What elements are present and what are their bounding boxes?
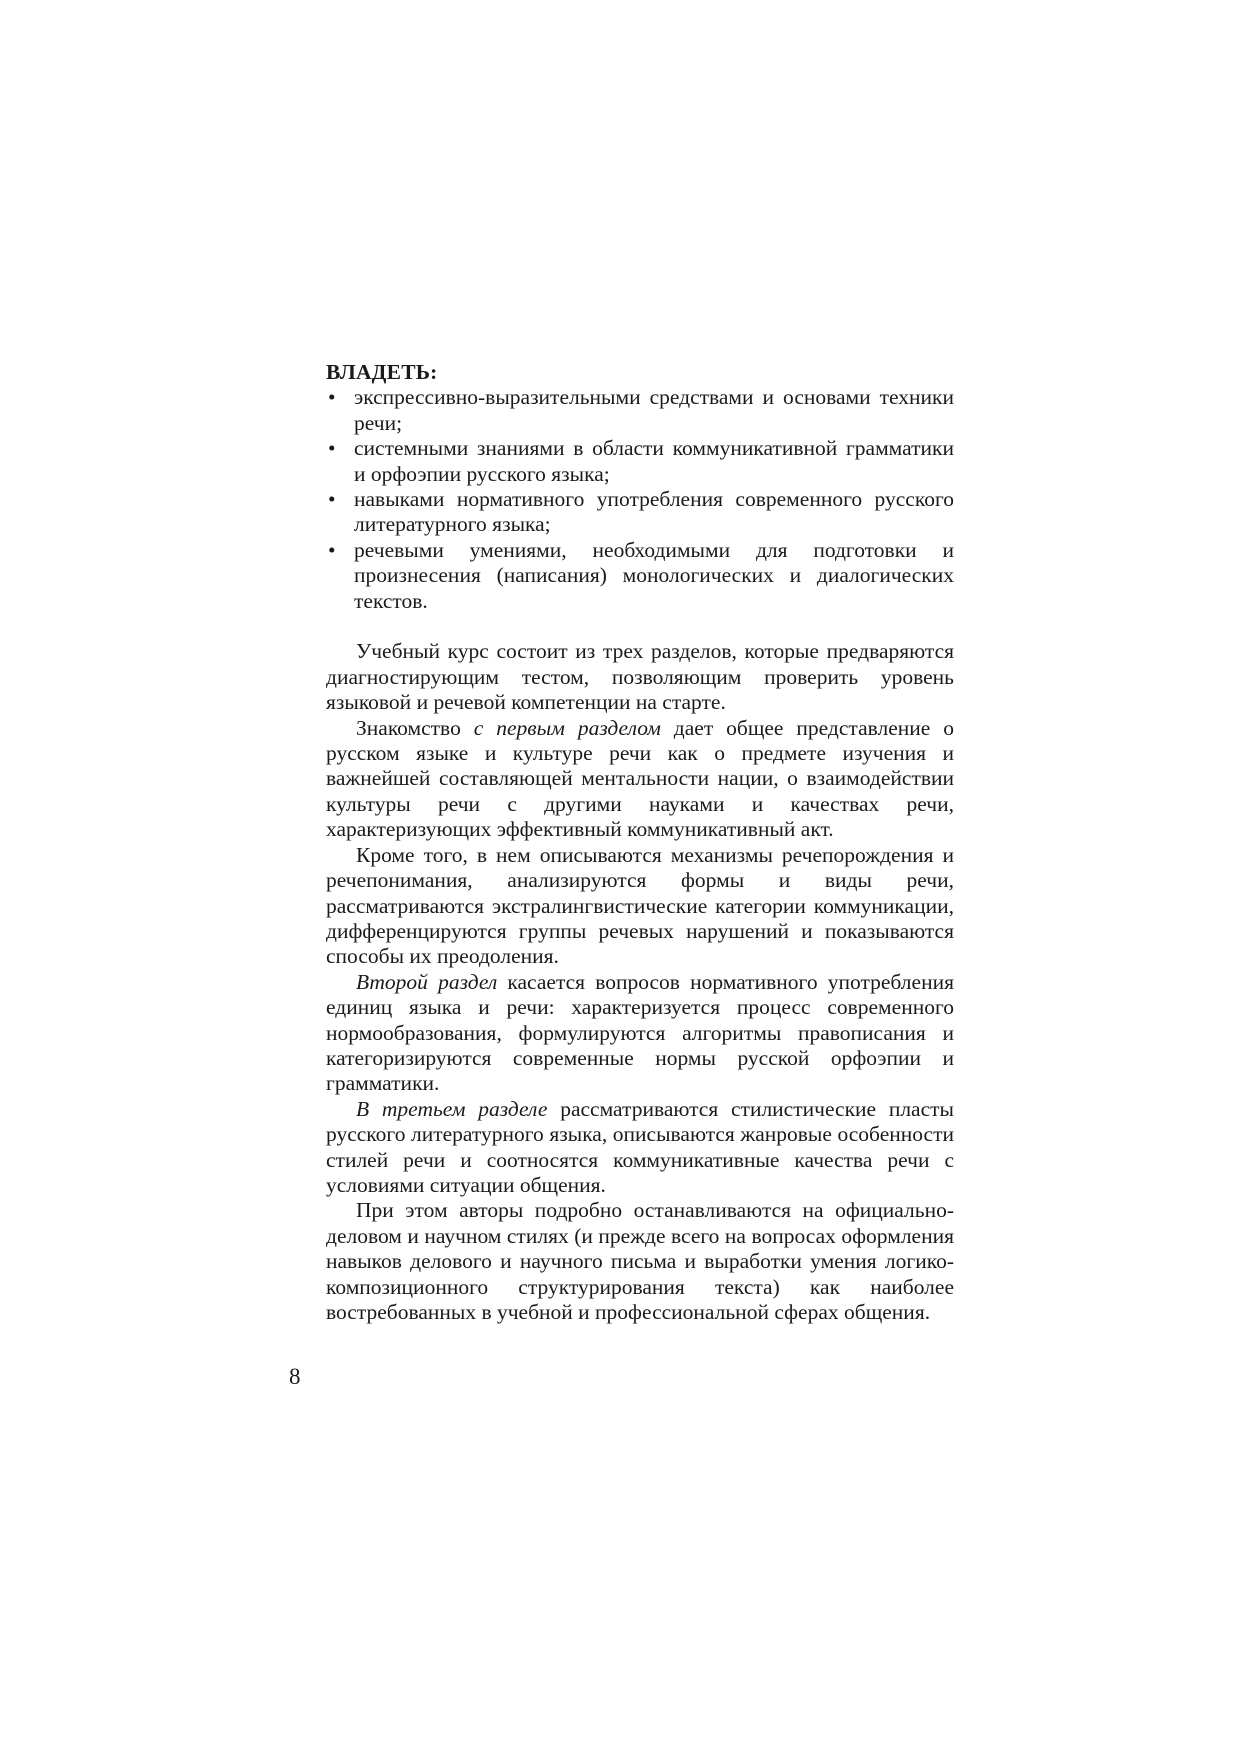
- list-item: [326, 538, 954, 614]
- paragraph-second-section: [326, 970, 954, 1097]
- list-item-text: речевыми умениями, необходимыми для подготовки и произнесения (написания) монологических и диалогических текстов.: [354, 537, 954, 613]
- page-text-block: [326, 360, 954, 1325]
- list-item-text: экспрессивно-выразительными средствами и основами техники речи;: [354, 385, 954, 435]
- paragraph-styles: [326, 1198, 954, 1325]
- list-item-text: системными знаниями в области коммуникативной грамматики и орфоэпии русского языка;: [354, 436, 954, 486]
- paragraph-mechanisms: [326, 843, 954, 970]
- paragraph-text: Учебный курс состоит из трех разделов, которые предваряются диагностирующим тестом, позволяющим проверить уровень языковой и речевой компетенции на старте.: [326, 639, 954, 715]
- bullet-icon: •: [328, 436, 336, 461]
- paragraph-emphasis: В третьем разделе: [356, 1096, 548, 1121]
- list-item: [326, 487, 954, 538]
- skills-list: [326, 385, 954, 614]
- paragraph-emphasis: Второй раздел: [356, 969, 498, 994]
- body-paragraphs: [326, 639, 954, 1325]
- list-item: [326, 436, 954, 487]
- page-number: 8: [289, 1364, 301, 1389]
- paragraph-text: рассматриваются стилистические пласты русского литературного языка, описываются жанровые особенности стилей речи и соотносятся коммуникативные качества речи с условиями ситуации общения.: [326, 1096, 954, 1197]
- section-heading: ВЛАДЕТЬ:: [326, 360, 438, 384]
- paragraph-text: При этом авторы подробно останавливаются на официально-деловом и научном стилях (и прежде всего на вопросах оформления навыков делового и научного письма и выработки умения логико-композиционного структурирования текста) как наиболее востребованных в учебной и профессиональной сферах общения.: [326, 1198, 954, 1325]
- paragraph-emphasis: с первым разделом: [473, 715, 661, 740]
- list-item-text: навыками нормативного употребления современного русского литературного языка;: [354, 487, 954, 537]
- bullet-icon: •: [328, 385, 336, 410]
- paragraph-text: касается вопросов нормативного употребления единиц языка и речи: характеризуется процесс современного нормообразования, формулируются алгоритмы правописания и категоризируются современные нормы русской орфоэпии и грамматики.: [326, 969, 954, 1096]
- bullet-icon: •: [328, 487, 336, 512]
- paragraph-text: Кроме того, в нем описываются механизмы речепорождения и речепонимания, анализируются формы и виды речи, рассматриваются экстралингвистические категории коммуникации, дифференцируются группы речевых нарушений и показываются способы их преодоления.: [326, 842, 954, 969]
- bullet-icon: •: [328, 537, 336, 562]
- paragraph-text-start: Знакомство: [356, 715, 474, 740]
- paragraph-text: дает общее представление о русском языке и культуре речи как о предмете изучения и важнейшей составляющей ментальности нации, о взаимодействии культуры речи с другими науками и качествах речи, характеризующих эффективный коммуникативный акт.: [326, 715, 954, 842]
- paragraph-course-structure: [326, 639, 954, 715]
- paragraph-third-section: [326, 1097, 954, 1199]
- list-item: [326, 385, 954, 436]
- paragraph-first-section: [326, 716, 954, 843]
